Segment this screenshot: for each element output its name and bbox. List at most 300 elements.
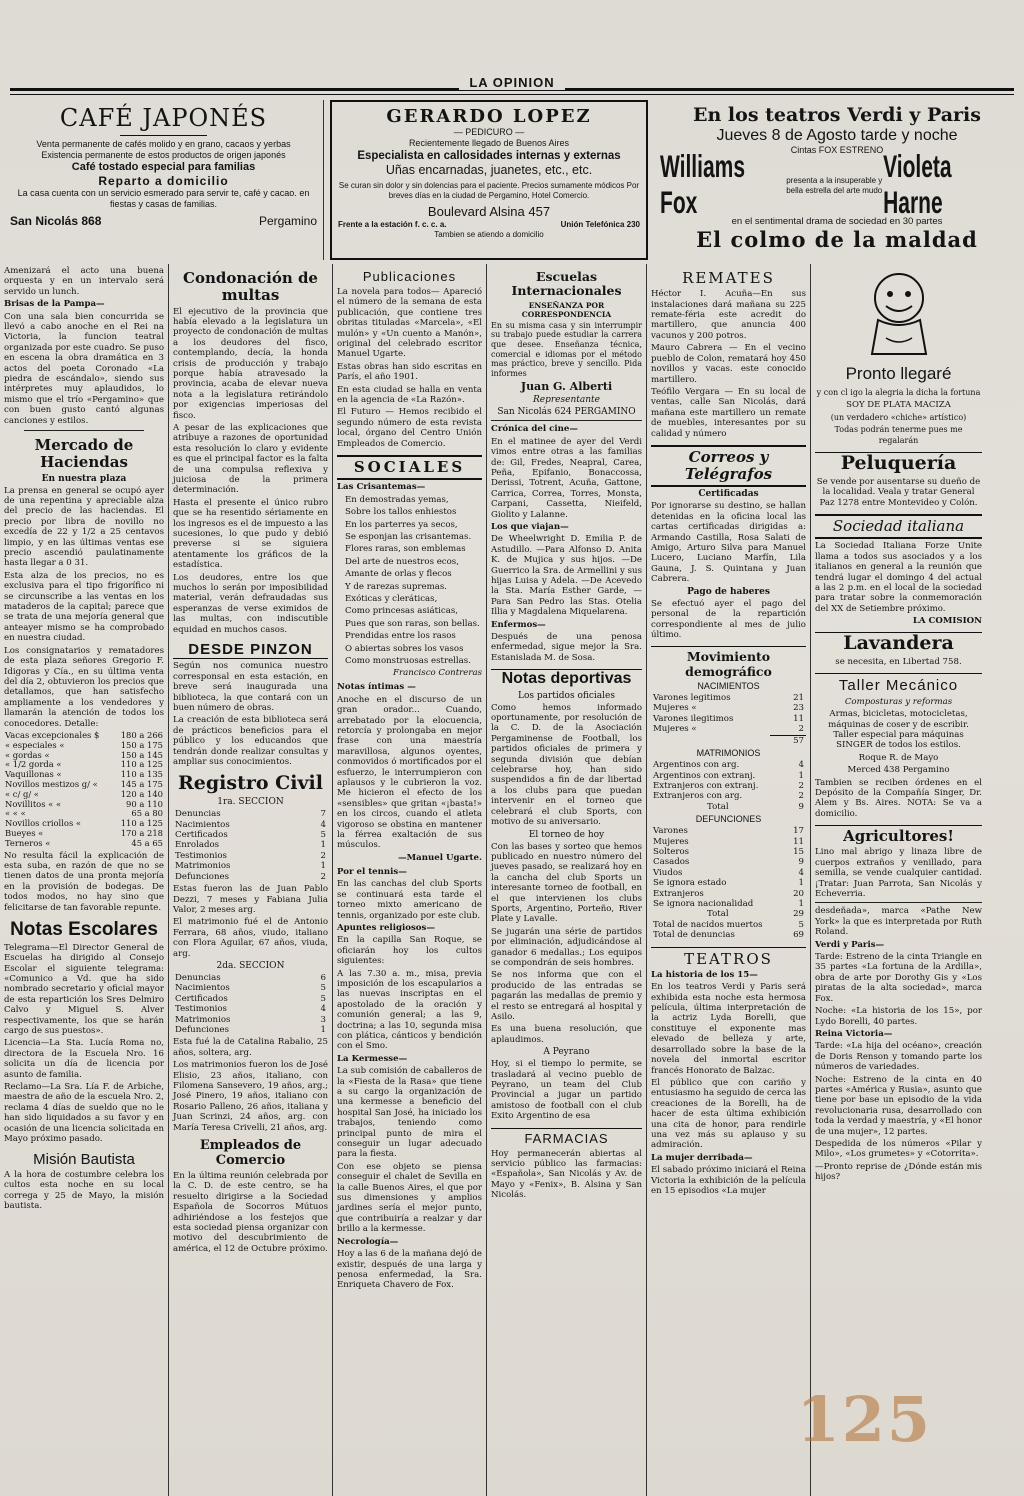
registro-row-value: 5 bbox=[320, 993, 326, 1004]
price-row-value: 110 a 125 bbox=[120, 818, 163, 829]
c5-historia-head: La historia de los 15— bbox=[651, 969, 758, 980]
poem-line: En demostradas yemas, bbox=[345, 494, 449, 505]
c4-deportivas-head: Notas deportivas bbox=[491, 669, 642, 688]
defunciones-row-label: Mujeres bbox=[653, 836, 689, 847]
registro-row bbox=[173, 851, 328, 861]
c4-divider bbox=[491, 420, 642, 421]
ad-teatros-line5: en el sentimental drama de sociedad en 30 partes bbox=[731, 216, 943, 227]
registro-row-label: Nacimientos bbox=[175, 819, 230, 830]
c6-taller2: Roque R. de Mayo bbox=[858, 752, 939, 763]
poem-line: Como monstruosas estrellas. bbox=[345, 655, 471, 666]
column-4 bbox=[486, 264, 646, 1496]
price-row-label: Novillitos « « bbox=[5, 798, 62, 809]
ad-cafe-city: Pergamino bbox=[258, 214, 317, 228]
matrimonios-total bbox=[651, 802, 806, 812]
c6-lavandera-head: Lavandera bbox=[815, 632, 982, 655]
registro-row-label: Enrolados bbox=[175, 840, 220, 851]
nacimientos-row-label: Varones ilegitimos bbox=[653, 713, 734, 724]
c2-pinzon-head: DESDE PINZON bbox=[173, 641, 328, 659]
ad-gerardo-line4: Se curan sin dolor y sin dolencias para el paciente. Precios sumamente módicos Por breves días en la ciudad de Pergamino, Hotel Comercio. bbox=[338, 181, 640, 200]
ad-teatros bbox=[654, 100, 1020, 260]
ad-gerardo-line5: Frente a la estación f. c. c. a. bbox=[338, 220, 447, 229]
defunciones-row-value: 4 bbox=[798, 867, 804, 878]
c4-viajan: De Wheelwright D. Emilia P. de Astudillo. —Para Alfonso D. Anita K. de Mujica y sus hijos. —De Guerrico la Sra. de Armellini y sus hijas Luisa y Adela. —De Acevedo la Sta. María Esther Garde, —Para San Pedro las Stas. Otelia Illia y Magdalena Miquelarena. bbox=[491, 534, 642, 618]
c6-italiana-sig: LA COMISION bbox=[912, 616, 982, 627]
defunciones-row bbox=[651, 878, 806, 888]
c6-verdi-head: Verdi y Paris— bbox=[815, 939, 885, 950]
c6-agri: Lino mal abrigo y linaza libre de cuerpos extraños y venillado, para semilla, se vende cualquier cantidad. ¡Tratar: Juan Parrota, San Nicolás y Echeverria. bbox=[815, 847, 982, 900]
registro-row bbox=[173, 872, 328, 882]
price-row-value: 145 a 175 bbox=[120, 778, 163, 789]
c3-kermesse1: La sub comisión de caballeros de la «Fiesta de la Rasa» que tiene a su cargo la organización de una kermesse a beneficio del hospital San José, ha iniciado los trabajos, teniendo como principal punto de mira el conseguir un lugar adecuado para la fiesta. bbox=[337, 1066, 482, 1160]
matrimonios-row bbox=[651, 781, 806, 791]
defunciones-row bbox=[651, 826, 806, 836]
c4-dep4: Se nos informa que con el producido de las entradas se pagarán las medallas de premio y el resto se entregará al hospital y Asilo. bbox=[491, 970, 642, 1023]
c4-escuelas-name: Juan G. Alberti bbox=[520, 380, 613, 394]
total-den-value: 69 bbox=[793, 930, 804, 941]
nacimientos-row bbox=[651, 724, 806, 734]
registro-row-label: Certificados bbox=[175, 830, 228, 841]
poem-line: Flores raras, son emblemas bbox=[345, 544, 466, 555]
c3-publicaciones-head: Publicaciones bbox=[362, 269, 457, 284]
defunciones-row-label: Se ignora nacionalidad bbox=[653, 898, 754, 909]
defunciones-row-value: 1 bbox=[798, 878, 804, 889]
price-row-value: 90 a 110 bbox=[126, 798, 163, 809]
c3-necrologia-head: Necrología— bbox=[337, 1236, 399, 1247]
defunciones-row-value: 17 bbox=[793, 826, 804, 837]
nacimientos-row-label: Mujeres « bbox=[653, 703, 697, 714]
defunciones-row-label: Se ignora estado bbox=[653, 878, 727, 889]
price-row bbox=[4, 839, 164, 849]
price-row-label: « c/ g/ « bbox=[5, 788, 39, 799]
ad-gerardo-tel: Unión Telefónica 230 bbox=[560, 220, 640, 229]
c3-intimas-sig: —Manuel Ugarte. bbox=[398, 852, 482, 863]
ad-cafe-address: San Nicolás 868 bbox=[10, 214, 102, 228]
poem-line: En los parterres ya secos, bbox=[345, 519, 458, 530]
c6-reina1: Tarde: «La hija del océano», creación de Doris Renson y tomando parte los números de variedades. bbox=[815, 1041, 982, 1073]
defunciones-table bbox=[651, 826, 806, 909]
ad-gerardo-line6: Tambien se atiendo a domicilio bbox=[434, 230, 544, 239]
defunciones-row bbox=[651, 857, 806, 867]
matrimonios-row-value: 4 bbox=[798, 760, 804, 771]
defunciones-totals bbox=[651, 909, 806, 940]
registro-row bbox=[173, 983, 328, 993]
c3-apuntes-head: Apuntes religiosos— bbox=[337, 922, 435, 933]
ad-teatros-line3: Cintas FOX ESTRENO bbox=[790, 145, 884, 155]
c3-intimas: Anoche en el discurso de un gran orador... Cuando, arrebatado por la elocuencia, retorcía y prolongaba en mejor frase con una maestría maravillosa, algunos oyentes, conmovidos ó mortificados por el esfuerzo, le interrumpieron con aplausos y le cubrieron la voz. Me hicieron el efecto de los «sensibles» que gritan «¡basta!» en los circos, cuando el atleta vigoroso se obstina en mantener la férrea exaltación de sus músculos. bbox=[337, 694, 482, 851]
c5-remates2: Mauro Cabrera — En el vecino pueblo de Colon, rematará hoy 450 novillos y vacas. este conocido martillero. bbox=[651, 343, 806, 385]
registro-table-2 bbox=[173, 973, 328, 1035]
c5-demo-head: Movimiento demográfico bbox=[651, 646, 806, 679]
defunciones-row-label: Solteros bbox=[653, 846, 690, 857]
c3-kermesse-head: La Kermesse— bbox=[337, 1053, 408, 1064]
price-row-value: 110 a 135 bbox=[120, 769, 163, 780]
price-row-label: Vacas excepcionales $ bbox=[5, 729, 100, 740]
c4-torneo-sub: El torneo de hoy bbox=[528, 829, 605, 840]
c2-pinzon1: Según nos comunica nuestro corresponsal en esta estación, en breve será inaugurada una biblioteca, la que contará con un buen número de obras. bbox=[173, 661, 328, 713]
c6-taller3: Merced 438 Pergamino bbox=[847, 765, 950, 776]
matrimonios-row bbox=[651, 760, 806, 770]
defunciones-row bbox=[651, 847, 806, 857]
c5-nac-sub: NACIMIENTOS bbox=[697, 681, 760, 692]
c3-necrologia: Hoy a las 6 de la mañana dejó de existir, después de una larga y penosa enfermedad, la Sra. Enriqueta Chavero de Fox. bbox=[337, 1249, 482, 1291]
ad-cafe-title: CAFÉ JAPONÉS bbox=[59, 104, 268, 132]
price-row-value: 150 a 175 bbox=[120, 739, 163, 750]
c3-pub2: Estas obras han sido escritas en París, el año 1901. bbox=[337, 361, 482, 383]
c5-teatros-head: TEATROS bbox=[651, 947, 806, 968]
poem bbox=[337, 495, 482, 667]
c2-registro-head: Registro Civil bbox=[178, 772, 323, 795]
matrimonios-row bbox=[651, 771, 806, 781]
promo-pronto-llegare bbox=[815, 268, 982, 446]
c3-poem-sig: Francisco Contreras bbox=[393, 668, 482, 679]
c3-kermesse2: Con ese objeto se piensa conseguir el chalet de Sevilla en la calle Buenos Aires, el que por sus dimensiones y amplios jardines sería el mejor punto, que contribuiría a realzar y dar brillo a la kermesse. bbox=[337, 1161, 482, 1235]
price-row-label: Terneros « bbox=[5, 837, 51, 848]
c1-brisas: Con una sala bien concurrida se llevó a cabo anoche en el Rei na Victoria, la funcion teatral organizada por este cuadro. Se puso en escena la obra dramática en 3 actos del poeta Coronado «La piedra de escándalo», siendo sus intérpretes muy aplaudidos, lo mismo que el trío «Pergamino» que con buen gusto cantó algunas canciones y estilos. bbox=[4, 311, 164, 426]
defunciones-row-value: 9 bbox=[798, 857, 804, 868]
price-row-value: 45 a 65 bbox=[131, 837, 163, 848]
c4-peyrano-sub: A Peyrano bbox=[543, 1047, 590, 1058]
promo-line3: (un verdadero «chiche» artístico) bbox=[830, 412, 967, 422]
matrimonios-row-label: Argentinos con arg. bbox=[653, 760, 740, 771]
promo-line4: Todas podrán tenerme pues me regalarán bbox=[834, 425, 963, 445]
c1-mercado1: La prensa en general se ocupó ayer de una repentina y apreciable alza del precio de las haciendas. El precio por libra de novillo no excedía de 22 y 1/2 a 25 centavos limpio, y en las últimas ventas ese precio ascendió paulatinamente hasta llegar a 0 31. bbox=[4, 485, 164, 569]
price-row-label: « 1/2 gorda « bbox=[5, 759, 62, 770]
column-3 bbox=[332, 264, 486, 1496]
registro-row bbox=[173, 861, 328, 871]
nac-total-value: 57 bbox=[770, 735, 806, 746]
nacimientos-row-value: 23 bbox=[793, 703, 804, 714]
registro-row-value: 5 bbox=[320, 983, 326, 994]
c1-notas3: Reclamo—La Sra. Lía F. de Arbiche, maestra de año de la escuela Nro. 2, reclama 4 días de sueldo que no le han sido liquidados a su favor y en ocasión de una licencia solicitada en Mayo próximo pasado. bbox=[4, 1082, 164, 1145]
price-row-label: Novillos mestizos g/ « bbox=[5, 778, 98, 789]
c1-mercado-sub: En nuestra plaza bbox=[41, 473, 127, 484]
registro-row-value: 1 bbox=[320, 840, 326, 851]
c4-cronica: En el matinee de ayer del Verdi vimos entre otras a las familias de: Gil, Fredes, Neapral, Carea, Peña, Epifanio, Bonaccossa, Derissi, Totrent, Acuña, Gattone, Carrica, Correa, Torres, Monsta, Carpani, Cassetta, Nieifeld, Giolito y Lalanne. bbox=[491, 436, 642, 520]
ad-cafe-line4: Reparto a domicilio bbox=[98, 174, 229, 188]
c3-apuntes2: A las 7.30 a. m., misa, previa imposición de los escapularios a las nuevas inscriptas en el apostolado de la oración y comunión general; a las 9, doctrina; a las 10, segunda misa con plática, cánticos y bendición con el Smo. bbox=[337, 968, 482, 1052]
registro-row bbox=[173, 1004, 328, 1014]
c6-agri-head: Agricultores! bbox=[815, 825, 982, 845]
ad-cafe-line2: Existencia permanente de estos productos de origen japonés bbox=[41, 150, 286, 160]
registro-row bbox=[173, 1015, 328, 1025]
price-row-label: « gordas « bbox=[5, 749, 50, 760]
poem-line: Pues que son raras, son bellas. bbox=[345, 618, 480, 629]
c6-divider bbox=[815, 902, 982, 903]
c4-dep6: Hoy, si el tiempo lo permite, se trasladará al vecino pueblo de Peyrano, un team del Club Provincial a jugar un partido amistoso de football con el club Exito Argentino de esa bbox=[491, 1059, 642, 1122]
c5-teatros3: El sabado próximo iniciará el Reina Victoria la exhibición de la película en 15 episodios «La mujer bbox=[651, 1165, 806, 1196]
c3-pub1: La novela para todos— Apareció el número de la semana de esta publicación, que contiene tres obritas tituladas «Marcela», «El mulón» y «Un cuento a Manón», original del celebrado escritor Manuel Ugarte. bbox=[337, 286, 482, 360]
c6-lavandera: se necesita, en Libertad 758. bbox=[835, 657, 962, 668]
nacimientos-row-value: 21 bbox=[793, 693, 804, 704]
c5-haberes-sub: Pago de haberes bbox=[687, 586, 770, 597]
column-1 bbox=[0, 264, 168, 1496]
total-nac-value: 5 bbox=[798, 919, 804, 930]
c6-reina2: Noche: Estreno de la cinta en 40 partes «América y Rusia», asunto que tiene por base un episodio de la vida revolucionaria rusa, desarrollado con toda la verdad y maestría, y «El honor de una mujer», 12 partes. bbox=[815, 1074, 982, 1137]
c4-viajan-head: Los que viajan— bbox=[491, 521, 569, 532]
c5-correos-head: Correos y Telégrafos bbox=[651, 445, 806, 488]
def-total-label: Total bbox=[707, 909, 729, 920]
c5-correos2: Se efectuó ayer el pago del personal de la repartición correspondiente al mes de julio último. bbox=[651, 598, 806, 640]
masthead-rule-thin bbox=[10, 94, 1014, 95]
registro-table-1 bbox=[173, 809, 328, 882]
registro-row-label: Denuncias bbox=[175, 809, 221, 820]
registro-row-value: 5 bbox=[320, 830, 326, 841]
figurine-icon bbox=[856, 268, 942, 360]
defunciones-row bbox=[651, 889, 806, 899]
registro-row-value: 2 bbox=[320, 871, 326, 882]
matrimonios-row-value: 1 bbox=[798, 770, 804, 781]
c2-condonacion3: Hasta el presente el único rubro que se ha resentido sériamente en los ingresos es el de impuesto a las sucesiones, lo que pudo y debió preverse si se siguiera atentamente los gráficos de la estadística. bbox=[173, 497, 328, 571]
ad-cafe-rule bbox=[120, 135, 207, 136]
c1-intro: Amenizará el acto una buena orquesta y en un intervalo será servido un lunch. bbox=[4, 266, 164, 297]
defunciones-row-value: 11 bbox=[793, 836, 804, 847]
nacimientos-total bbox=[651, 735, 806, 746]
promo-title: Pronto llegaré bbox=[845, 364, 952, 383]
registro-row bbox=[173, 820, 328, 830]
promo-line1: y con cl igo la alegria la dicha la fortuna bbox=[816, 388, 981, 397]
price-row-value: 65 a 80 bbox=[131, 808, 163, 819]
ad-gerardo-lopez bbox=[330, 100, 648, 260]
ad-gerardo-line1: Recientemente llegado de Buenos Aires bbox=[408, 138, 570, 148]
c6-cont1: desdeñada», marca «Pathe New York» la que es interpretada por Ruth Roland. bbox=[815, 906, 982, 938]
price-table bbox=[4, 731, 164, 849]
registro-row-label: Testimonios bbox=[175, 1004, 227, 1015]
poem-line: Y de rarezas supremas. bbox=[345, 581, 447, 592]
poem-line: Prendidas entre los rasos bbox=[345, 631, 456, 642]
poem-line: O abiertas sobres los vasos bbox=[345, 643, 464, 654]
matrimonios-table bbox=[651, 760, 806, 802]
def-total-value: 29 bbox=[793, 909, 804, 920]
registro-row-value: 4 bbox=[320, 1004, 326, 1015]
c4-escuelas-head: Escuelas Internacionales bbox=[511, 269, 622, 299]
c3-pub4: El Futuro — Hemos recibido el segundo número de esta revista local, órgano del Centro Unión Empleados de Comercio. bbox=[337, 407, 482, 449]
nacimientos-row-label: Varones legitimos bbox=[653, 693, 731, 704]
c6-taller-sub: Composturas y reformas bbox=[844, 696, 953, 707]
registro-row-value: 7 bbox=[320, 809, 326, 820]
defunciones-row-label: Viudos bbox=[653, 867, 683, 878]
matrimonios-row-label: Extranjeros con arg. bbox=[653, 791, 743, 802]
ad-cafe-line3: Café tostado especial para familias bbox=[71, 161, 256, 173]
nacimientos-row-value: 2 bbox=[798, 724, 804, 735]
ad-teatros-title: El colmo de la maldad bbox=[696, 227, 978, 252]
c2-registro4: Los matrimonios fueron los de José Elisio, 23 años, italiano, con Filomena Sansevero, 19 años, arg.; José Pinero, 19 años, italiano con Rosario Palleno, 26 años, italiana y Juan Scrinzi, 24 años, arg. con María Teresa Crivelli, 21 años, arg. bbox=[173, 1060, 328, 1133]
c5-remates-head: REMATES bbox=[682, 269, 775, 287]
c5-correos1: Por ignorarse su destino, se hallan detenidas en la oficina local las cartas certificadas dirigidas a: Armando Castilla, Rosa Salati de Amigo, Arturo Silva para Manuel Lucero, Luciano Marfín, Lila Gauna, J. S. Quintana y Juan Cabrera. bbox=[651, 501, 806, 585]
poem-line: Como princesas asiáticas, bbox=[345, 606, 458, 617]
c1-mercado3: Los consignatarios y rematadores de esta plaza señores Gregorio F. Idigoras y Cía., en su última venta del día 2, obtuvieron los precios que detallamos, que han satisfecho ampliamente a los vendedores y llamarán la atención de todos los conocedores. Detalle: bbox=[4, 645, 164, 729]
c2-seccion1: 1ra. SECCION bbox=[217, 797, 284, 808]
defunciones-row-label: Extranjeros bbox=[653, 888, 704, 899]
c1-mision: A la hora de costumbre celebra los cultos esta noche en su local correga y 25 de Mayo, la misión bautista. bbox=[4, 1169, 164, 1211]
mat-total-value: 9 bbox=[798, 801, 804, 812]
c6-taller4: Tambien se reciben órdenes en el Depósito de la Compañía Singer, Dr. Alem y Bs. Aires. NOTA: Se va a domicilio. bbox=[815, 777, 982, 819]
matrimonios-row-value: 2 bbox=[798, 791, 804, 802]
c5-mat-sub: MATRIMONIOS bbox=[696, 748, 761, 759]
price-row-label: Novillos criollos « bbox=[5, 818, 82, 829]
registro-row bbox=[173, 1025, 328, 1035]
registro-row-label: Matrimonios bbox=[175, 1014, 231, 1025]
ad-gerardo-line2: Especialista en callosidades internas y externas bbox=[357, 150, 621, 162]
defunciones-row bbox=[651, 837, 806, 847]
registro-row-value: 6 bbox=[320, 972, 326, 983]
defunciones-row bbox=[651, 899, 806, 909]
registro-row-label: Denuncias bbox=[175, 972, 221, 983]
poem-line: Exóticas y cleráticas, bbox=[345, 593, 438, 604]
defunciones-row bbox=[651, 868, 806, 878]
c2-empleados-head: Empleados de Comercio bbox=[199, 1138, 302, 1168]
poem-line: Se esponjan las crisantemas. bbox=[345, 531, 472, 542]
c3-pub3: En esta ciudad se halla en venta en la agencia de «La Razón». bbox=[337, 384, 482, 405]
ad-teatros-presents: presenta a la insuperable y bella estrella del arte mudo bbox=[786, 176, 883, 195]
defunciones-row-label: Casados bbox=[653, 857, 690, 868]
ad-gerardo-footer bbox=[338, 220, 640, 229]
ad-teatros-line1: En los teatros Verdi y Paris bbox=[693, 104, 981, 126]
ad-row bbox=[0, 100, 1024, 260]
price-row-label: Bueyes « bbox=[5, 827, 44, 838]
c5-def-sub: DEFUNCIONES bbox=[695, 814, 762, 825]
mat-total-label: Total bbox=[707, 801, 729, 812]
registro-row bbox=[173, 994, 328, 1004]
page-number-stamp: 125 bbox=[796, 1383, 932, 1456]
c1-notas-head: Notas Escolares bbox=[10, 918, 158, 940]
c6-verdi2: Noche: «La historia de los 15», por Lydo Borelli, 40 partes. bbox=[815, 1006, 982, 1027]
registro-row-value: 4 bbox=[320, 819, 326, 830]
c5-mujer-head: La mujer derribada— bbox=[651, 1152, 753, 1163]
c1-brisas-head: Brisas de la Pampa— bbox=[4, 299, 105, 310]
registro-row-value: 2 bbox=[320, 850, 326, 861]
registro-row-label: Nacimientos bbox=[175, 983, 230, 994]
price-row-value: 180 a 266 bbox=[120, 729, 163, 740]
c1-mercado2: Esta alza de los precios, no es exclusiva para el tipo frigorífico ni se circunscribe a las ventas en los mataderos de la capital; parece que se trata de una mejoría general que anteayer mismo se ha comprobado en nuestra ciudad. bbox=[4, 570, 164, 644]
poem-line: Sobre los tallos enhiestos bbox=[345, 507, 457, 518]
registro-row-label: Testimonios bbox=[175, 850, 227, 861]
c5-remates1: Héctor I. Acuña—En sus instalaciones dará mañana su 225 remate-féria este acredit do martillero, que anuncia 400 vacunos y 200 potros. bbox=[651, 289, 806, 341]
c6-peluqueria: Se vende por ausentarse su dueño de la localidad. Veala y tratar General Paz 1278 entre Montevideo y Colón. bbox=[816, 476, 981, 508]
c3-apuntes1: En la capilla San Roque, se oficiarán hoy los cultos siguientes: bbox=[337, 935, 482, 967]
c4-dep3: Se jugarán una série de partidos por eliminación, adjudicándose al ganador 6 medallas.; Los equipos se compondrán de seis hombres. bbox=[491, 926, 642, 968]
c4-escuelas-addr: San Nicolás 624 PERGAMINO bbox=[497, 407, 636, 418]
column-2 bbox=[168, 264, 332, 1496]
promo-line2: SOY DE PLATA MACIZA bbox=[846, 400, 951, 411]
ad-teatros-line2: Jueves 8 de Agosto tarde y noche bbox=[716, 127, 958, 144]
price-row-label: « especiales « bbox=[5, 739, 65, 750]
c4-enfermos-head: Enfermos— bbox=[491, 619, 546, 630]
registro-row bbox=[173, 830, 328, 840]
c4-escuelas-sub: ENSEÑANZA POR CORRESPONDENCIA bbox=[521, 300, 612, 319]
c6-verdi1: Tarde: Estreno de la cinta Triangle en 35 partes «La fortuna de la Ardilla», obra de arte por Dorothy Gis y «Los piratas de la alta sociedad», marca Fox. bbox=[815, 952, 982, 1004]
poem-line: Del arte de nuestros ecos, bbox=[345, 556, 459, 567]
c2-seccion2: 2da. SECCION bbox=[216, 960, 285, 971]
c6-reina4: —Pronto reprise de ¿Dónde están mis hijos? bbox=[815, 1161, 982, 1183]
c1-mercado-head: Mercado de Haciendas bbox=[34, 436, 134, 472]
nacimientos-row bbox=[651, 714, 806, 724]
registro-row bbox=[173, 809, 328, 819]
c1-mercado4: No resulta fácil la explicación de esta suba, en razón de que no se tienen datos de una pronta mejoría en la provisión de bodegas. De todos modos, no hay sino que felicitarse de tan favorable repunte. bbox=[4, 850, 164, 913]
c1-divider bbox=[24, 430, 144, 431]
c5-remates3: Teófilo Vergara — En su local de ventas, calle San Nicolás, dará mañana este martillero un remate de muebles, interesantes por su calidad y número bbox=[651, 386, 806, 439]
defunciones-row-value: 1 bbox=[798, 898, 804, 909]
nacimientos-row bbox=[651, 703, 806, 713]
c5-teatros2: El público que con cariño y entusiasmo ha seguido de cerca las creaciones de la Borelli, ha de hacer de esta última exhibición una cita de honor, para rendirle una vez más su aplauso y su admiración. bbox=[651, 1077, 806, 1151]
c4-farmacias: Hoy permanecerán abiertas al servicio público las farmacias: «Española», San Nicolás y Av. de Mayo y «Fenix», B. Alsina y San Nicolás. bbox=[491, 1148, 642, 1201]
ad-gerardo-sub: — PEDICURO — bbox=[453, 127, 525, 137]
matrimonios-row-label: Extranjeros con extranj. bbox=[653, 780, 759, 791]
c6-taller1: Armas, bicicletas, motocicletas, máquinas de coser y de escribir. Taller especial para máquinas SINGER de todos los estilos. bbox=[828, 709, 969, 751]
c2-condonacion1: El ejecutivo de la provincia que había elevado a la legislatura un proyecto de condonación de multas a los deudores del fisco, contemplando, decía, la honda crisis de producción y trabajo porque había atravesado la provincia, acaba de elevar nueva nota a la legislatura retirándolo por exigencias imperiosas del fisco. bbox=[173, 306, 328, 421]
c2-registro3: Esta fué la de Catalina Rabalio, 25 años, soltera, arg. bbox=[173, 1037, 328, 1058]
c4-dep1: Como hemos informado oportunamente, por resolución de la C. D. de la Asociación Pergaminense de Football, los partidos oficiales de primera y segunda división que debían celebrarse hoy, han sido suspendidos a fin de dar libertad a los clubs para que puedan intervenir en el torneo que celebrará el club Sports, con motivo de su aniversario. bbox=[491, 702, 642, 828]
newspaper-name: LA OPINION bbox=[459, 75, 564, 90]
nacimientos-table bbox=[651, 693, 806, 735]
c4-cronica-head: Crónica del cine— bbox=[491, 424, 578, 435]
c2-condonacion-head: Condonación de multas bbox=[183, 269, 318, 305]
total-den-label: Total de denuncias bbox=[653, 930, 735, 941]
ad-cafe-line5: La casa cuenta con un servicio esmerado para servir te, café y cacao. en fiestas y casas de familias. bbox=[17, 188, 310, 209]
c4-oficiales-sub: Los partidos oficiales bbox=[518, 690, 615, 701]
c4-escuelas-rep: Representante bbox=[533, 395, 600, 406]
c6-reina3: Despedida de los números «Pilar y Milo», «Los grumetes» y «Cotorrita». bbox=[815, 1138, 982, 1160]
ad-gerardo-line3: Uñas encarnadas, juanetes, etc., etc. bbox=[385, 163, 593, 177]
poem-line: Amante de orlas y flecos bbox=[345, 569, 452, 580]
defunciones-row-label: Varones bbox=[653, 826, 688, 837]
c6-taller-head: Taller Mecánico bbox=[815, 673, 982, 694]
nacimientos-row-label: Mujeres « bbox=[653, 724, 697, 735]
defunciones-row-value: 15 bbox=[793, 846, 804, 857]
total-nac-label: Total de nacidos muertos bbox=[653, 919, 763, 930]
c1-notas1: Telegrama—El Director General de Escuelas ha dirigido al Consejo Escolar el siguiente telegrama: «Comunico a Vd. que ha sido nombrado secretario y oficial mayor de esta repartición los Sres Delmiro Calvo y Miguel S. Alver respectivamente, los que se harán cargo de sus puestos». bbox=[4, 942, 164, 1037]
c3-tenis-head: Por el tennis— bbox=[337, 866, 407, 877]
matrimonios-row-value: 2 bbox=[798, 780, 804, 791]
registro-row-label: Defunciones bbox=[175, 871, 229, 882]
columns bbox=[0, 264, 1024, 1496]
c3-sociales-head: SOCIALES bbox=[337, 455, 482, 480]
c3-crisantemas-head: Las Crisantemas— bbox=[337, 482, 426, 493]
ad-teatros-star: Violeta Harne bbox=[883, 150, 952, 221]
c6-italiana: La Sociedad Italiana Forze Unite llama a todos sus asociados y a los italianos en general a la reunión que tendrá lugar el domingo 4 del actual a las 2 p.m. en el local de la sociedad para tratar sobre la conmemoración del XX de Setiembre próximo. bbox=[815, 541, 982, 614]
masthead bbox=[0, 72, 1024, 98]
matrimonios-row bbox=[651, 791, 806, 801]
c4-farmacias-head: FARMACIAS bbox=[491, 1128, 642, 1147]
ad-cafe-footer bbox=[10, 214, 317, 228]
c1-mision-head: Misión Bautista bbox=[33, 1150, 135, 1168]
c3-tenis: En las canchas del club Sports se continuará esta tarde el torneo mixto americano de tennis, organizado por este club. bbox=[337, 879, 482, 921]
registro-row-value: 1 bbox=[320, 861, 326, 872]
column-6 bbox=[810, 264, 986, 1496]
matrimonios-row-label: Argentinos con extranj. bbox=[653, 770, 756, 781]
column-5 bbox=[646, 264, 810, 1496]
registro-row bbox=[173, 973, 328, 983]
c4-dep2: Con las bases y sorteo que hemos publicado en nuestro número del jueves pasado, se realizará hoy en la cancha del club Sports un interesante torneo de football, en el que intervienen los clubs Sports, Argentino, Porteño, River Plate y Lavalle. bbox=[491, 841, 642, 925]
c6-reina-head: Reina Victoria— bbox=[815, 1028, 893, 1039]
c5-certificadas-sub: Certificadas bbox=[698, 489, 759, 500]
c6-peluqueria-head: Peluquería bbox=[815, 452, 982, 475]
price-row-label: Vaquillonas « bbox=[5, 769, 62, 780]
ad-cafe-line1: Venta permanente de cafés molido y en grano, cacaos y yerbas bbox=[36, 139, 291, 149]
registro-row-label: Certificados bbox=[175, 993, 228, 1004]
c2-empleados: En la última reunión celebrada por la C. D. de este centro, se ha resuelto dirigirse a la Sociedad Española de Socorros Mútuos adhiriéndose a los festejos que esta sociedad piensa organizar con motivo del descubrimiento de américa, el 12 de Octubre próximo. bbox=[173, 1170, 328, 1254]
ad-cafe-japones bbox=[4, 100, 324, 260]
ad-gerardo-title: GERARDO LOPEZ bbox=[386, 106, 592, 127]
c4-escuelas1: En su misma casa y sin interrumpir su trabajo puede estudiar la carrera que desee. Enseñanza técnica, comercial e idiomas por el método mas práctico, breve y sencillo. Pida informes bbox=[491, 320, 642, 378]
registro-row bbox=[173, 840, 328, 850]
ad-gerardo-address: Boulevard Alsina 457 bbox=[427, 204, 551, 219]
price-row-label: « « « bbox=[5, 808, 26, 819]
c4-dep5: Es una buena resolución, que aplaudimos. bbox=[491, 1024, 642, 1045]
price-row-value: 110 a 125 bbox=[120, 759, 163, 770]
c6-italiana-head: Sociedad italiana bbox=[815, 514, 982, 539]
c4-enfermos: Después de una penosa enfermedad, sigue mejor la Sra. Estanislada M. de Sosa. bbox=[491, 632, 642, 663]
